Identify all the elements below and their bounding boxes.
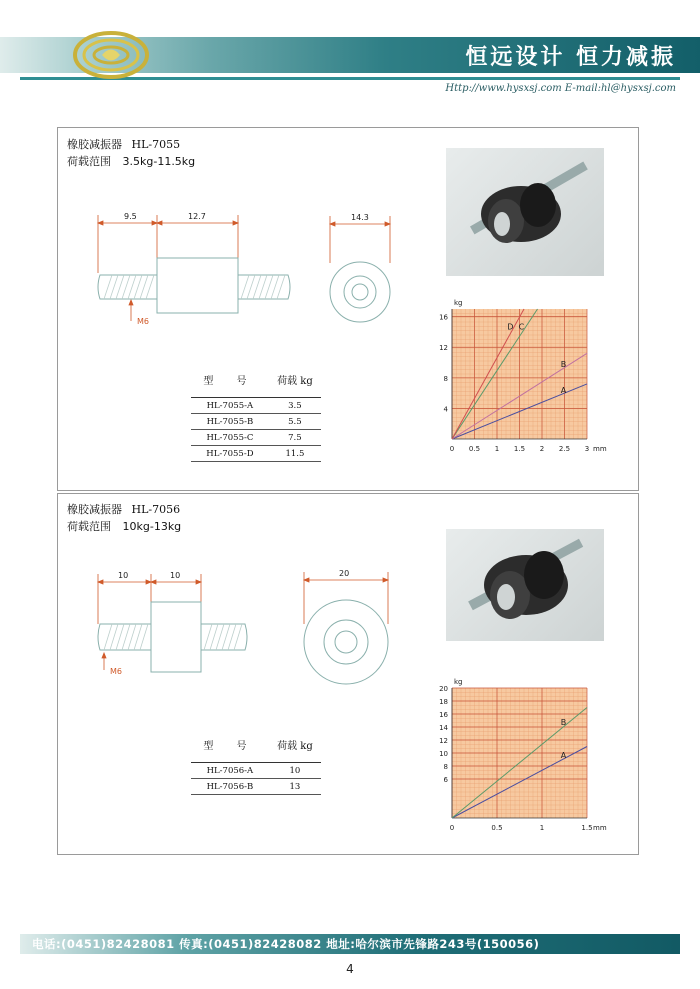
cell-model: HL-7056-A — [191, 763, 269, 779]
dim-label-2: 12.7 — [188, 212, 206, 221]
dim-label-3: 20 — [339, 569, 350, 578]
load-range-value: 3.5kg-11.5kg — [122, 155, 196, 168]
table-row — [191, 779, 321, 795]
table-row — [191, 446, 321, 462]
dim-label-1: 9.5 — [124, 212, 137, 221]
series-label-B: B — [560, 360, 567, 370]
col-header-load: 荷载 kg — [269, 361, 321, 398]
x-axis-label: mm — [593, 445, 607, 453]
dim-label-2: 10 — [170, 571, 181, 580]
x-tick-label: 0 — [449, 824, 455, 832]
y-tick-label: 14 — [439, 724, 448, 732]
y-tick-label: 8 — [443, 374, 448, 383]
spec-table-7056 — [191, 726, 321, 795]
load-deflection-chart-7055 — [430, 291, 625, 463]
x-tick-label: 1 — [539, 824, 545, 832]
load-range-value: 10kg-13kg — [122, 520, 182, 533]
product-category: 橡胶减振器 — [67, 138, 122, 151]
product-panel-7056 — [57, 493, 639, 855]
y-tick-label: 6 — [443, 776, 448, 784]
end-view-drawing — [320, 208, 400, 328]
x-tick-label: 1.5 — [513, 445, 526, 453]
y-tick-label: 12 — [439, 344, 448, 353]
product-model: HL-7055 — [131, 138, 181, 151]
x-tick-label: 1 — [494, 445, 500, 453]
cell-load: 13 — [269, 779, 321, 795]
cell-model: HL-7055-C — [191, 430, 269, 446]
header-contact[interactable]: Http://www.hysxsj.com E-mail:hl@hysxsj.com — [445, 83, 676, 94]
side-view-drawing — [88, 203, 298, 343]
thread-label: M6 — [110, 667, 122, 676]
table-row — [191, 430, 321, 446]
end-view-drawing — [296, 564, 396, 694]
y-tick-label: 16 — [439, 711, 448, 719]
x-tick-label: 3 — [584, 445, 590, 453]
product-title — [67, 501, 180, 517]
series-label-C: C — [518, 322, 525, 332]
y-tick-label: 4 — [443, 405, 448, 414]
photo-rubber-mount — [446, 529, 604, 641]
x-tick-label: 0 — [449, 445, 455, 453]
header-title: 恒远设计 恒力减振 — [465, 45, 676, 70]
x-tick-label: 0.5 — [468, 445, 481, 453]
cell-load: 11.5 — [269, 446, 321, 462]
col-header-model: 型 号 — [191, 726, 269, 763]
y-tick-label: 8 — [443, 763, 448, 771]
y-tick-label: 12 — [439, 737, 448, 745]
spec-table-7055 — [191, 361, 321, 462]
series-label-B: B — [560, 718, 567, 728]
cell-model: HL-7055-B — [191, 414, 269, 430]
product-title — [67, 136, 180, 152]
y-tick-label: 18 — [439, 698, 448, 706]
side-view-drawing — [88, 564, 288, 684]
x-tick-label: 2 — [539, 445, 545, 453]
cell-model: HL-7055-A — [191, 398, 269, 414]
cell-load: 5.5 — [269, 414, 321, 430]
y-axis-label: kg — [454, 678, 463, 686]
x-tick-label: 1.5 — [581, 824, 593, 832]
y-tick-label: 10 — [439, 750, 448, 758]
dim-label-3: 14.3 — [351, 213, 369, 222]
y-tick-label: 16 — [439, 313, 448, 322]
table-row — [191, 763, 321, 779]
col-header-model: 型 号 — [191, 361, 269, 398]
cell-model: HL-7055-D — [191, 446, 269, 462]
cell-load: 3.5 — [269, 398, 321, 414]
cell-load: 7.5 — [269, 430, 321, 446]
footer-contact: 电话:(0451)82428081 传真:(0451)82428082 地址:哈尔滨市先锋路243号(150056) — [32, 937, 540, 951]
load-range-line — [67, 518, 181, 534]
product-panel-7055 — [57, 127, 639, 491]
table-row — [191, 414, 321, 430]
company-logo — [72, 30, 150, 80]
product-category: 橡胶减振器 — [67, 503, 122, 516]
load-range-label: 荷载范围 — [67, 155, 111, 168]
series-label-A: A — [560, 386, 567, 396]
load-deflection-chart-7056 — [430, 670, 625, 842]
cell-load: 10 — [269, 763, 321, 779]
table-row — [191, 398, 321, 414]
x-axis-label: mm — [593, 824, 607, 832]
dim-label-1: 10 — [118, 571, 129, 580]
series-label-A: A — [560, 751, 567, 761]
product-model: HL-7056 — [131, 503, 181, 516]
load-range-label: 荷载范围 — [67, 520, 111, 533]
col-header-load: 荷载 kg — [269, 726, 321, 763]
photo-rubber-mount — [446, 148, 604, 276]
thread-label: M6 — [137, 317, 149, 326]
cell-model: HL-7056-B — [191, 779, 269, 795]
product-photo — [446, 148, 604, 276]
y-tick-label: 20 — [439, 685, 448, 693]
y-axis-label: kg — [454, 299, 463, 307]
page-number: 4 — [346, 962, 354, 976]
load-range-line — [67, 153, 195, 169]
series-label-D: D — [507, 322, 514, 332]
product-photo — [446, 529, 604, 641]
x-tick-label: 2.5 — [558, 445, 571, 453]
x-tick-label: 0.5 — [491, 824, 503, 832]
